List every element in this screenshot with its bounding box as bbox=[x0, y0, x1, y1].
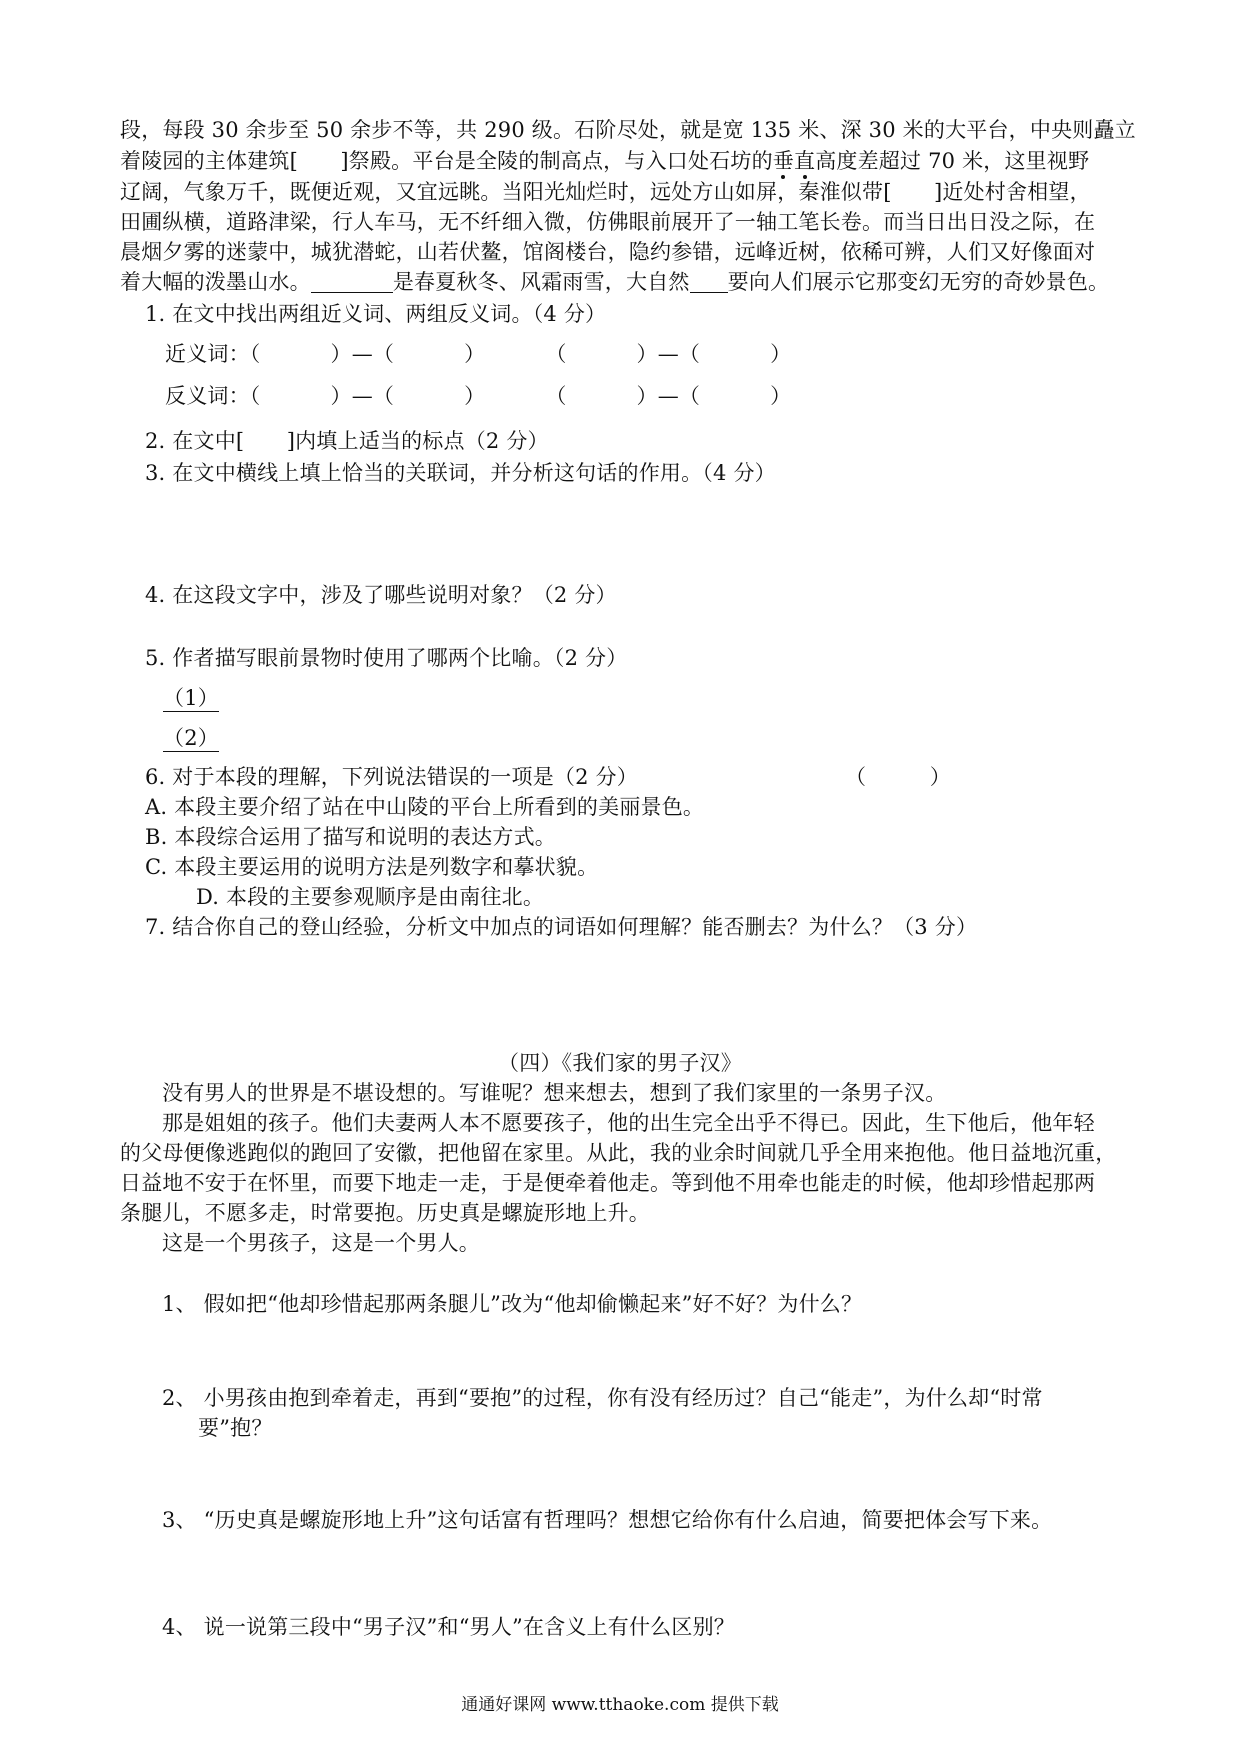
passage3-line-6-tail: 要向人们展示它那变幻无穷的奇妙景色。 bbox=[727, 270, 1110, 294]
question-4-3: 3、 “历史真是螺旋形地上升”这句话富有哲理吗？想想它给你有什么启迪，简要把体会写下来。 bbox=[162, 1508, 1053, 1532]
synonym-close-1: ） bbox=[464, 342, 486, 366]
passage4-line-6: 这是一个男孩子，这是一个男人。 bbox=[162, 1231, 480, 1255]
passage4-line-2: 那是姐姐的孩子。他们夫妻两人本不愿要孩子，他的出生完全出乎不得已。因此，生下他后，他年轻 bbox=[162, 1111, 1095, 1135]
synonym-open-2: （ bbox=[545, 342, 567, 366]
synonym-dash-2: ）—（ bbox=[636, 342, 701, 366]
passage4-line-1: 没有男人的世界是不堪设想的。写谁呢？想来想去，想到了我们家里的一条男子汉。 bbox=[162, 1081, 947, 1105]
question-3-5-answer-1 bbox=[163, 683, 219, 713]
synonym-row bbox=[165, 339, 791, 369]
question-4-1: 1、 假如把“他却珍惜起那两条腿儿”改为“他却偷懒起来”好不好？为什么？ bbox=[162, 1292, 863, 1316]
passage4-line-5: 条腿儿，不愿多走，时常要抱。历史真是螺旋形地上升。 bbox=[120, 1201, 650, 1225]
question-3-5: 5. 作者描写眼前景物时使用了哪两个比喻。（2 分） bbox=[145, 646, 628, 670]
passage3-line-2-tail: 高度差超过 70 米，这里视野 bbox=[815, 149, 1090, 173]
antonym-close-2: ） bbox=[770, 384, 792, 408]
dotted-char-1: 垂 bbox=[772, 149, 794, 173]
question-3-3: 3. 在文中横线上填上恰当的关联词，并分析这句话的作用。（4 分） bbox=[145, 461, 776, 485]
antonym-label: 反义词：（ bbox=[165, 384, 261, 408]
question-3-6: 6. 对于本段的理解，下列说法错误的一项是（2 分） bbox=[145, 765, 638, 789]
option-c: C. 本段主要运用的说明方法是列数字和摹状貌。 bbox=[145, 855, 599, 879]
synonym-dash-1: ）—（ bbox=[330, 342, 395, 366]
passage4-line-4: 日益地不安于在怀里，而要下地走一走，于是便牵着他走。等到他不用牵也能走的时候，他却珍惜起那两 bbox=[120, 1171, 1096, 1195]
dotted-char-2: 直 bbox=[794, 149, 816, 173]
passage3-line-1: 段，每段 30 余步至 50 余步不等，共 290 级。石阶尽处，就是宽 135 米、深 30 米的大平台，中央则矗立 bbox=[120, 118, 1136, 142]
passage3-line-2 bbox=[120, 146, 1120, 176]
antonym-close-1: ） bbox=[464, 384, 486, 408]
passage3-line-6-text: 着大幅的泼墨山水。 bbox=[120, 270, 311, 294]
answer-2-label: （2） bbox=[163, 726, 219, 750]
question-3-7: 7. 结合你自己的登山经验，分析文中加点的词语如何理解？能否删去？为什么？（3 分） bbox=[145, 915, 978, 939]
passage3-line-4: 田圃纵横，道路津梁，行人车马，无不纤细入微，仿佛眼前展开了一轴工笔长卷。而当日出日没之际，在 bbox=[120, 210, 1096, 234]
passage3-line-6-mid: 是春夏秋冬、风霜雨雪，大自然 bbox=[392, 270, 690, 294]
answer-1-label: （1） bbox=[163, 686, 219, 710]
synonym-label: 近义词：（ bbox=[165, 342, 261, 366]
antonym-dash-1: ）—（ bbox=[330, 384, 395, 408]
footer-credit: 通通好课网 www.tthaoke.com 提供下载 bbox=[461, 1695, 779, 1715]
option-a: A. 本段主要介绍了站在中山陵的平台上所看到的美丽景色。 bbox=[145, 795, 705, 819]
antonym-open-2: （ bbox=[545, 384, 567, 408]
question-4-4: 4、 说一说第三段中“男子汉”和“男人”在含义上有什么区别？ bbox=[162, 1615, 735, 1639]
passage4-line-3: 的父母便像逃跑似的跑回了安徽，把他留在家里。从此，我的业余时间就几乎全用来抱他。他日益地沉重， bbox=[120, 1141, 1117, 1165]
question-3-5-answer-2 bbox=[163, 723, 219, 753]
passage4-title: （四）《我们家的男子汉》 bbox=[498, 1051, 742, 1075]
antonym-dash-2: ）—（ bbox=[636, 384, 701, 408]
question-3-4: 4. 在这段文字中，涉及了哪些说明对象？（2 分） bbox=[145, 583, 617, 607]
antonym-row bbox=[165, 381, 791, 411]
passage3-line-5: 晨烟夕雾的迷蒙中，城犹潜蛇，山若伏鳌，馆阁楼台，隐约参错，远峰近树，依稀可辨，人们又好像面对 bbox=[120, 240, 1096, 264]
conjunction-blank-2[interactable] bbox=[690, 270, 728, 293]
conjunction-blank-1[interactable] bbox=[311, 270, 393, 293]
passage3-line-6 bbox=[120, 267, 1120, 297]
question-4-2-line-2: 要”抱？ bbox=[198, 1416, 273, 1440]
passage3-line-3: 辽阔，气象万千，既便近观，又宜远眺。当阳光灿烂时，远处方山如屏，秦淮似带[ ]近处村舍相望， bbox=[120, 180, 1091, 204]
question-4-2-line-1: 2、 小男孩由抱到牵着走，再到“要抱”的过程，你有没有经历过？自己“能走”，为什么却“时常 bbox=[162, 1386, 1043, 1410]
question-3-2: 2. 在文中[ ]内填上适当的标点（2 分） bbox=[145, 429, 549, 453]
question-3-6-answer-box[interactable]: （ ） bbox=[845, 765, 951, 789]
option-d: D. 本段的主要参观顺序是由南往北。 bbox=[196, 885, 545, 909]
option-b: B. 本段综合运用了描写和说明的表达方式。 bbox=[145, 825, 556, 849]
synonym-close-2: ） bbox=[770, 342, 792, 366]
question-3-1: 1. 在文中找出两组近义词、两组反义词。（4 分） bbox=[145, 302, 607, 326]
passage3-line-2-text: 着陵园的主体建筑[ ]祭殿。平台是全陵的制高点，与入口处石坊的 bbox=[120, 149, 773, 173]
